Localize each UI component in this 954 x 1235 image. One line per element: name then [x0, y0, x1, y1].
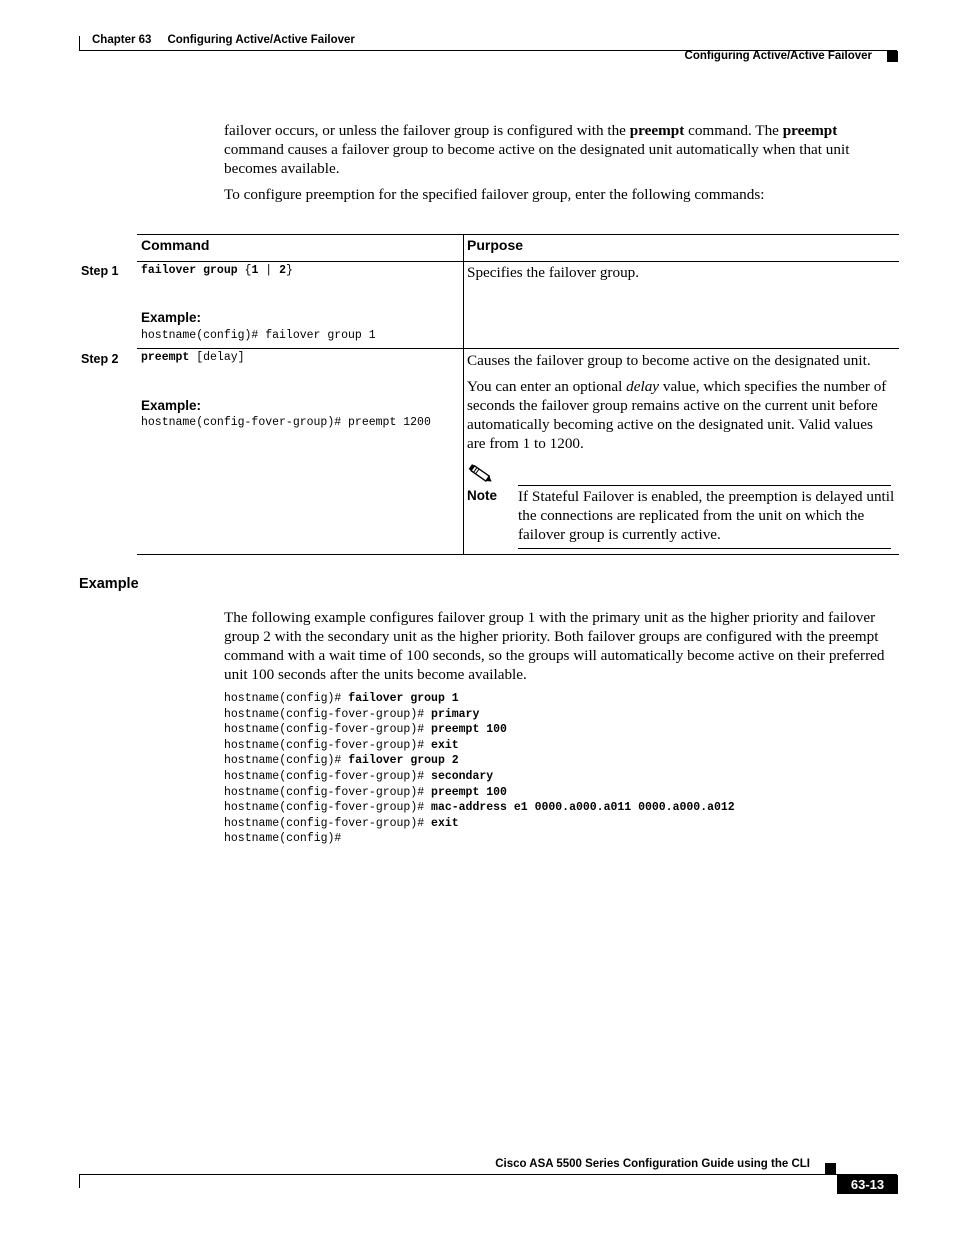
note-top-rule	[518, 485, 891, 486]
table-column-divider	[463, 234, 464, 554]
note-label: Note	[467, 488, 497, 503]
code-line: hostname(config-fover-group)# primary	[224, 707, 480, 721]
chapter-title: Configuring Active/Active Failover	[167, 34, 355, 46]
step-1-command: failover group {1 | 2}	[141, 264, 293, 277]
step-2-purpose-line-1: Causes the failover group to become active on the designated unit.	[467, 352, 871, 369]
step-2-example-label: Example:	[141, 398, 202, 413]
example-code-block	[224, 691, 735, 847]
column-header-purpose: Purpose	[467, 237, 524, 253]
footer-marker-block	[825, 1163, 836, 1174]
example-paragraph: The following example configures failover group 1 with the primary unit as the higher priority and failover group 2 with the secondary unit as the higher priority. Both failover groups are configured with the preempt command with a wait time of 100 seconds, so the groups will automatically become active on their preferred unit 100 seconds after the units become available.	[224, 609, 885, 683]
step-1-example-code: hostname(config)# failover group 1	[141, 329, 376, 342]
header-marker-block	[887, 51, 898, 62]
running-header-section: Configuring Active/Active Failover	[684, 50, 872, 62]
pencil-icon	[467, 462, 495, 486]
note-bottom-rule	[518, 548, 891, 549]
table-header-rule	[137, 261, 899, 262]
step-2-command: preempt [delay]	[141, 351, 245, 364]
table-bottom-rule	[137, 554, 899, 555]
footer-guide-title: Cisco ASA 5500 Series Configuration Guide using the CLI	[495, 1158, 810, 1170]
step-1-example-label: Example:	[141, 310, 202, 325]
step-1-label: Step 1	[81, 264, 119, 278]
note-text: If Stateful Failover is enabled, the preemption is delayed until the connections are replicated from the unit on which the failover group is currently active.	[518, 488, 895, 543]
code-line: hostname(config)#	[224, 832, 342, 846]
code-line: hostname(config-fover-group)# secondary	[224, 769, 494, 783]
intro-paragraph-1: failover occurs, or unless the failover group is configured with the preempt command. The preempt command causes a failover group to become active on the designated unit automatically when that unit becomes available.	[224, 122, 850, 177]
column-header-command: Command	[141, 237, 210, 253]
code-line: hostname(config)# failover group 2	[224, 754, 459, 768]
code-line: hostname(config-fover-group)# preempt 100	[224, 723, 507, 737]
keyword-preempt: preempt	[629, 122, 685, 139]
header-left-rule	[79, 36, 80, 51]
code-line: hostname(config-fover-group)# exit	[224, 816, 459, 830]
footer-left-rule	[79, 1174, 80, 1188]
term-delay: delay	[626, 378, 660, 395]
code-line: hostname(config-fover-group)# exit	[224, 738, 459, 752]
code-line: hostname(config)# failover group 1	[224, 692, 459, 705]
chapter-number: Chapter 63	[92, 34, 152, 46]
code-line: hostname(config-fover-group)# mac-address e1 0000.a000.a011 0000.a000.a012	[224, 801, 735, 815]
keyword-preempt: preempt	[782, 122, 838, 139]
table-top-rule	[137, 234, 899, 235]
step-2-label: Step 2	[81, 352, 119, 366]
example-heading: Example	[79, 576, 139, 592]
step-1-purpose: Specifies the failover group.	[467, 264, 640, 281]
step-2-example-code: hostname(config-fover-group)# preempt 1200	[141, 416, 431, 429]
page-number: 63-13	[837, 1175, 898, 1194]
table-row-rule	[137, 348, 899, 349]
step-2-purpose-paragraph: You can enter an optional delay value, which specifies the number of seconds the failover group remains active on the current unit before automatically becoming active on the designated unit. Valid values are from 1 to 1200.	[467, 378, 887, 452]
code-line: hostname(config-fover-group)# preempt 100	[224, 785, 507, 799]
footer-rule	[79, 1174, 897, 1175]
running-header-chapter	[92, 34, 355, 46]
intro-paragraph-2: To configure preemption for the specified failover group, enter the following commands:	[224, 186, 765, 203]
